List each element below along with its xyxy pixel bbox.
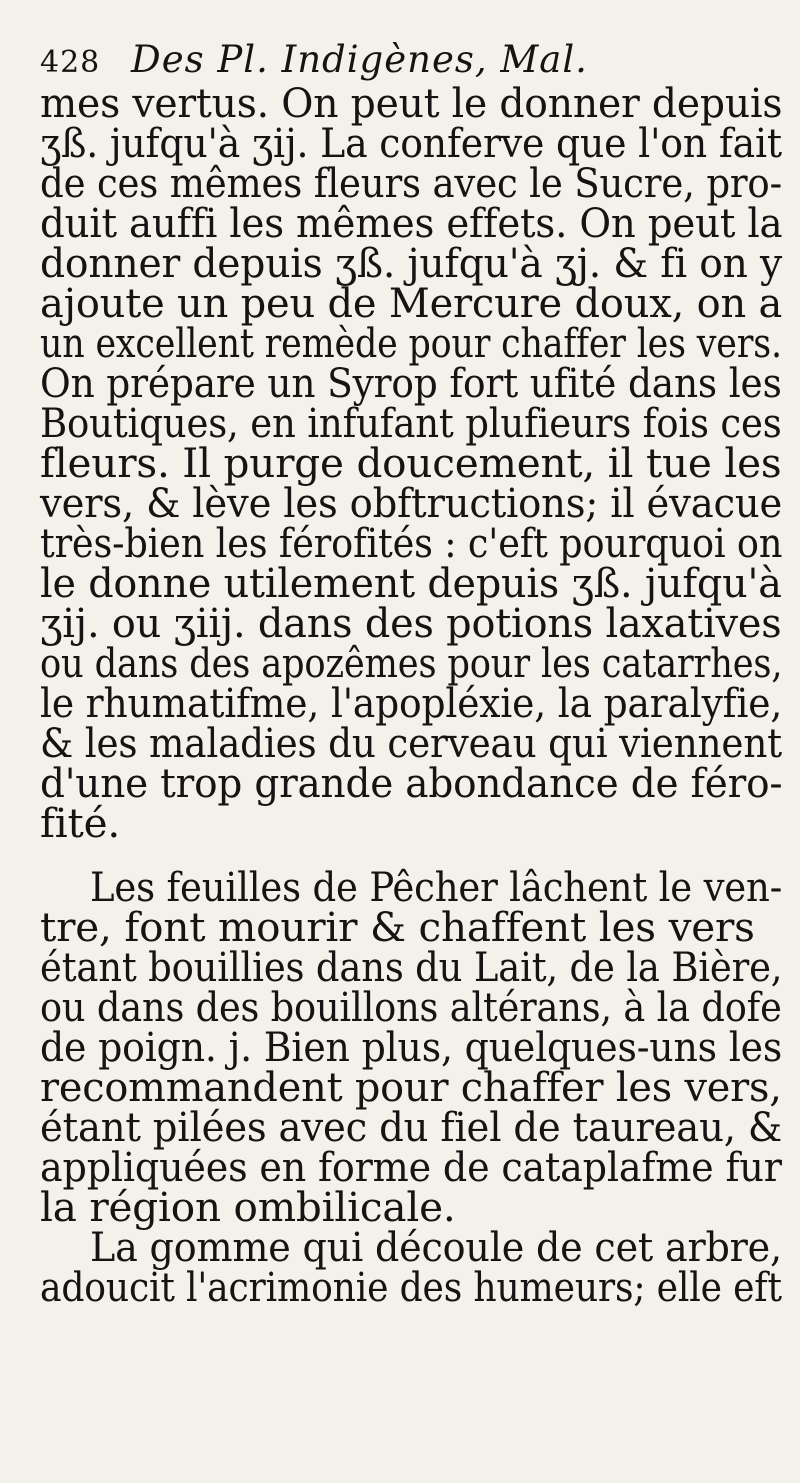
- text-line: étant bouillies dans du Lait, de la Bière,: [40, 943, 783, 991]
- text-line: d'une trop grande abondance de féro-: [40, 759, 783, 807]
- text-line: ʒij. ou ʒiij. dans des potions laxatives: [40, 599, 782, 647]
- text-line: le rhumatifme, l'apopléxie, la paralyfie,: [40, 679, 783, 727]
- text-line: mes vertus. On peut le donner depuis: [40, 79, 783, 127]
- text-line: le donne utilement depuis ʒß. jufqu'à: [40, 559, 782, 607]
- text-line: duit auffi les mêmes effets. On peut la: [40, 199, 783, 247]
- text-line: adoucit l'acrimonie des humeurs; elle eft: [40, 1263, 782, 1311]
- text-line: ou dans des apozêmes pour les catarrhes,: [40, 639, 783, 687]
- text-line: Boutiques, en infufant plufieurs fois ces: [40, 399, 782, 447]
- text-line: un excellent remède pour chaffer les vers.: [40, 319, 782, 367]
- text-line: donner depuis ʒß. jufqu'à ʒj. & fi on y: [40, 239, 783, 287]
- text-line: & les maladies du cerveau qui viennent: [40, 719, 782, 767]
- page-number: 428: [40, 45, 101, 80]
- text-line: fleurs. Il purge doucement, il tue les: [40, 439, 782, 487]
- text-line: ʒß. jufqu'à ʒij. La conferve que l'on fait: [40, 119, 782, 167]
- text-line: On prépare un Syrop fort ufité dans les: [40, 359, 782, 407]
- text-line: de ces mêmes fleurs avec le Sucre, pro-: [40, 159, 782, 207]
- text-line: vers, & lève les obftructions; il évacue: [40, 479, 783, 527]
- text-line: tre, font mourir & chaffent les vers: [40, 903, 755, 951]
- text-line: Les feuilles de Pêcher lâchent le ven-: [90, 863, 783, 911]
- text-line: recommandent pour chaffer les vers,: [40, 1063, 782, 1111]
- text-line: fité.: [40, 799, 121, 847]
- text-line: ajoute un peu de Mercure doux, on a: [40, 279, 783, 327]
- text-line: ou dans des bouillons altérans, à la dofe: [40, 983, 782, 1031]
- text-line: de poign. j. Bien plus, quelques-uns les: [40, 1023, 783, 1071]
- text-line: appliquées en forme de cataplafme fur: [40, 1143, 782, 1191]
- text-line: la région ombilicale.: [40, 1183, 456, 1231]
- text-line: très-bien les férofités : c'eft pourquoi on: [40, 519, 783, 567]
- running-head: Des Pl. Indigènes, Mal.: [131, 38, 588, 81]
- text-line: La gomme qui découle de cet arbre,: [90, 1223, 782, 1271]
- text-line: étant pilées avec du fiel de taureau, &: [40, 1103, 783, 1151]
